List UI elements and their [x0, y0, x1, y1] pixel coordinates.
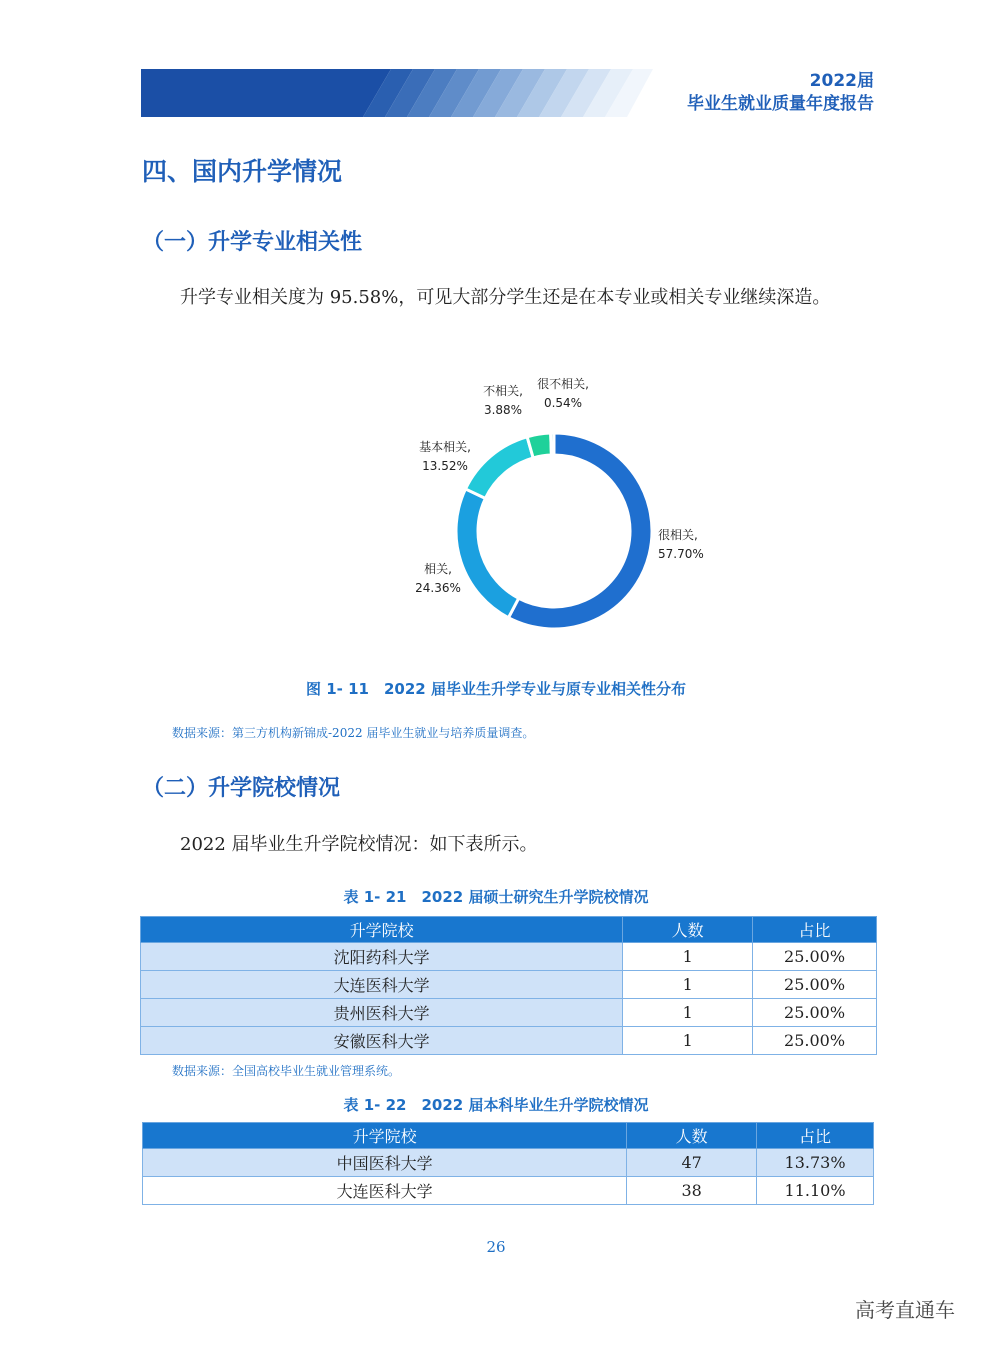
cell-school: 沈阳药科大学 — [141, 943, 623, 971]
cell-count: 1 — [623, 971, 753, 999]
cell-ratio: 25.00% — [753, 999, 877, 1027]
table-row — [141, 943, 877, 971]
table-master-schools — [140, 916, 877, 1055]
cell-count: 1 — [623, 1027, 753, 1055]
schools-paragraph: 2022 届毕业生升学院校情况：如下表所示。 — [180, 834, 538, 855]
header-report-title: 毕业生就业质量年度报告 — [687, 94, 874, 114]
table-row — [143, 1149, 874, 1177]
table-row — [141, 999, 877, 1027]
slice-label-category: 相关, — [424, 562, 452, 576]
donut-slice — [527, 433, 551, 458]
header-banner — [141, 69, 661, 117]
header-year: 2022届 — [809, 71, 874, 91]
cell-ratio: 13.73% — [757, 1149, 874, 1177]
donut-slice — [456, 489, 519, 618]
header-count: 人数 — [627, 1123, 757, 1149]
table2-caption: 表 1- 22 2022 届本科毕业生升学院校情况 — [343, 1096, 649, 1114]
donut-svg — [400, 375, 720, 645]
section-title: 四、国内升学情况 — [142, 157, 343, 186]
cell-school: 贵州医科大学 — [141, 999, 623, 1027]
figure-source: 数据来源：第三方机构新锦成-2022 届毕业生就业与培养质量调查。 — [172, 726, 535, 740]
subsection-title-schools: （二）升学院校情况 — [142, 776, 341, 801]
header-title — [687, 70, 874, 116]
table-header-row — [143, 1123, 874, 1149]
slice-label-value: 57.70% — [658, 547, 704, 561]
header-ratio: 占比 — [753, 917, 877, 943]
cell-ratio: 25.00% — [753, 1027, 877, 1055]
cell-count: 38 — [627, 1177, 757, 1205]
header-ratio: 占比 — [757, 1123, 874, 1149]
slice-label-value: 0.54% — [543, 396, 583, 410]
watermark: 高考直通车 — [855, 1298, 955, 1322]
slice-label-value: 3.88% — [483, 403, 523, 417]
cell-school: 中国医科大学 — [143, 1149, 627, 1177]
table1-source: 数据来源：全国高校毕业生就业管理系统。 — [172, 1064, 401, 1078]
cell-count: 1 — [623, 943, 753, 971]
relevance-donut-chart — [400, 375, 720, 645]
table-row — [141, 971, 877, 999]
donut-slice — [508, 433, 652, 629]
slice-label-category: 基本相关, — [419, 440, 471, 454]
table-header-row — [141, 917, 877, 943]
cell-ratio: 11.10% — [757, 1177, 874, 1205]
cell-count: 47 — [627, 1149, 757, 1177]
slice-label-category: 很不相关, — [537, 377, 589, 391]
relevance-paragraph: 升学专业相关度为 95.58%，可见大部分学生还是在本专业或相关专业继续深造。 — [180, 287, 831, 308]
donut-slice — [551, 433, 554, 455]
header-school: 升学院校 — [141, 917, 623, 943]
table-row — [141, 1027, 877, 1055]
page-number: 26 — [486, 1238, 506, 1256]
cell-school: 安徽医科大学 — [141, 1027, 623, 1055]
header-school: 升学院校 — [143, 1123, 627, 1149]
slice-label-value: 24.36% — [415, 581, 461, 595]
subsection-title-relevance: （一）升学专业相关性 — [142, 230, 363, 255]
table-undergrad-schools — [142, 1122, 874, 1205]
cell-ratio: 25.00% — [753, 943, 877, 971]
cell-school: 大连医科大学 — [143, 1177, 627, 1205]
header-count: 人数 — [623, 917, 753, 943]
slice-label-value: 13.52% — [422, 459, 468, 473]
slice-label-category: 不相关, — [483, 384, 523, 398]
slice-label-category: 很相关, — [658, 528, 698, 542]
cell-school: 大连医科大学 — [141, 971, 623, 999]
cell-ratio: 25.00% — [753, 971, 877, 999]
donut-slice — [465, 437, 533, 499]
cell-count: 1 — [623, 999, 753, 1027]
figure-caption: 图 1- 11 2022 届毕业生升学专业与原专业相关性分布 — [306, 680, 686, 698]
table1-caption: 表 1- 21 2022 届硕士研究生升学院校情况 — [343, 888, 649, 906]
table-row — [143, 1177, 874, 1205]
